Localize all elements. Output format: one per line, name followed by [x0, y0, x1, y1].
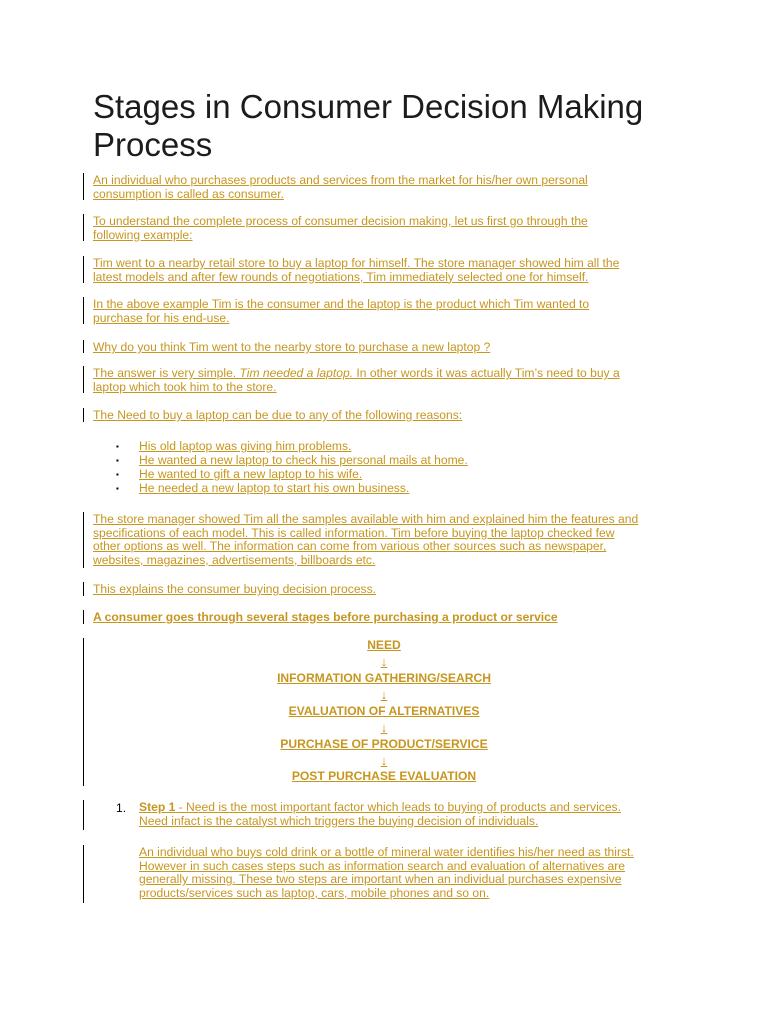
list-item: He needed a new laptop to start his own business. [139, 481, 410, 495]
change-bar [83, 256, 84, 283]
bullet-icon: ▪ [116, 484, 119, 493]
step-1-paragraph [139, 846, 634, 900]
change-bar [83, 845, 84, 903]
page-title: Stages in Consumer Decision Making Process [93, 88, 644, 163]
paragraph-information [93, 513, 693, 567]
list-item: He wanted to gift a new laptop to his wife. [139, 467, 363, 481]
paragraph-answer [93, 367, 693, 394]
flow-stage-need: NEED [367, 638, 401, 652]
change-bar [83, 638, 84, 786]
arrow-down-icon: ↓ [380, 654, 388, 669]
change-bar [83, 340, 84, 353]
text-line: generally missing. These two steps are important when an individual purchases expensive [139, 872, 622, 887]
text-line: consumption is called as consumer. [93, 186, 284, 201]
paragraph-consumer-definition [93, 174, 693, 201]
text-line: Tim went to a nearby retail store to buy a laptop for himself. The store manager showed him all the [93, 256, 620, 270]
paragraph-explains: This explains the consumer buying decision process. [93, 582, 377, 596]
text-line: However in such cases steps such as information search and evaluation of alternatives are [139, 858, 626, 873]
list-item: He wanted a new laptop to check his personal mails at home. [139, 453, 468, 467]
list-number: 1. [116, 801, 127, 815]
arrow-down-icon: ↓ [380, 720, 388, 735]
text-line: An individual who buys cold drink or a bottle of mineral water identifies his/her need as thirst. [139, 845, 634, 859]
step-label: Step 1 [139, 800, 176, 814]
change-bar [83, 214, 84, 241]
bold-text: A consumer goes through several stages before purchasing a product or service [93, 610, 558, 624]
text-line: websites, magazines, advertisements, billboards etc. [93, 552, 376, 567]
text-line: laptop which took him to the store. [93, 379, 277, 394]
change-bar [83, 408, 84, 422]
flow-stage-evaluation: EVALUATION OF ALTERNATIVES [288, 704, 480, 718]
text-line: products/services such as laptop, cars, mobile phones and so on. [139, 885, 490, 900]
paragraph-reasons-intro: The Need to buy a laptop can be due to any of the following reasons: [93, 408, 463, 422]
change-bar [83, 512, 84, 568]
change-bar [83, 366, 84, 393]
text-run: The answer is very simple. [93, 366, 240, 380]
step-1-item [139, 801, 621, 828]
change-bar [83, 610, 84, 624]
text-line: latest models and after few rounds of negotiations, Tim immediately selected one for himself. [93, 269, 589, 284]
text-line: An individual who purchases products and services from the market for his/her own personal [93, 173, 588, 187]
change-bar [83, 800, 84, 830]
text-line: Need infact is the catalyst which triggers the buying decision of individuals. [139, 813, 539, 828]
flow-stage-information: INFORMATION GATHERING/SEARCH [277, 671, 491, 685]
flow-stage-post-purchase: POST PURCHASE EVALUATION [291, 769, 477, 783]
paragraph-tim-example [93, 257, 693, 284]
paragraph-question: Why do you think Tim went to the nearby store to purchase a new laptop ? [93, 340, 491, 354]
text-line: In the above example Tim is the consumer and the laptop is the product which Tim wanted to [93, 297, 590, 311]
text-line [139, 801, 621, 815]
arrow-down-icon: ↓ [380, 687, 388, 702]
bullet-icon: ▪ [116, 456, 119, 465]
text-line: purchase for his end-use. [93, 310, 230, 325]
paragraph-intro-example [93, 215, 693, 242]
bullet-icon: ▪ [116, 442, 119, 451]
text-run: In other words it was actually Tim’s need to buy a [353, 366, 620, 380]
paragraph-consumer-product [93, 298, 693, 325]
emphasis-text: Tim needed a laptop. [239, 366, 354, 380]
text-line [93, 367, 693, 381]
arrow-down-icon: ↓ [380, 753, 388, 768]
paragraph-stages-heading [93, 611, 693, 625]
flow-stage-purchase: PURCHASE OF PRODUCT/SERVICE [280, 737, 488, 751]
text-line: specifications of each model. This is called information. Tim before buying the laptop checked few [93, 525, 615, 540]
bullet-icon: ▪ [116, 470, 119, 479]
text-line: The store manager showed Tim all the samples available with him and explained him the features and [93, 512, 639, 526]
change-bar [83, 297, 84, 324]
text-line: other options as well. The information can come from various other sources such as newspaper, [93, 539, 607, 554]
text-run: - Need is the most important factor which leads to buying of products and services. [175, 800, 621, 814]
text-line: following example: [93, 227, 193, 242]
text-line: To understand the complete process of consumer decision making, let us first go through the [93, 214, 588, 228]
change-bar [83, 173, 84, 200]
list-item: His old laptop was giving him problems. [139, 439, 352, 453]
change-bar [83, 582, 84, 596]
